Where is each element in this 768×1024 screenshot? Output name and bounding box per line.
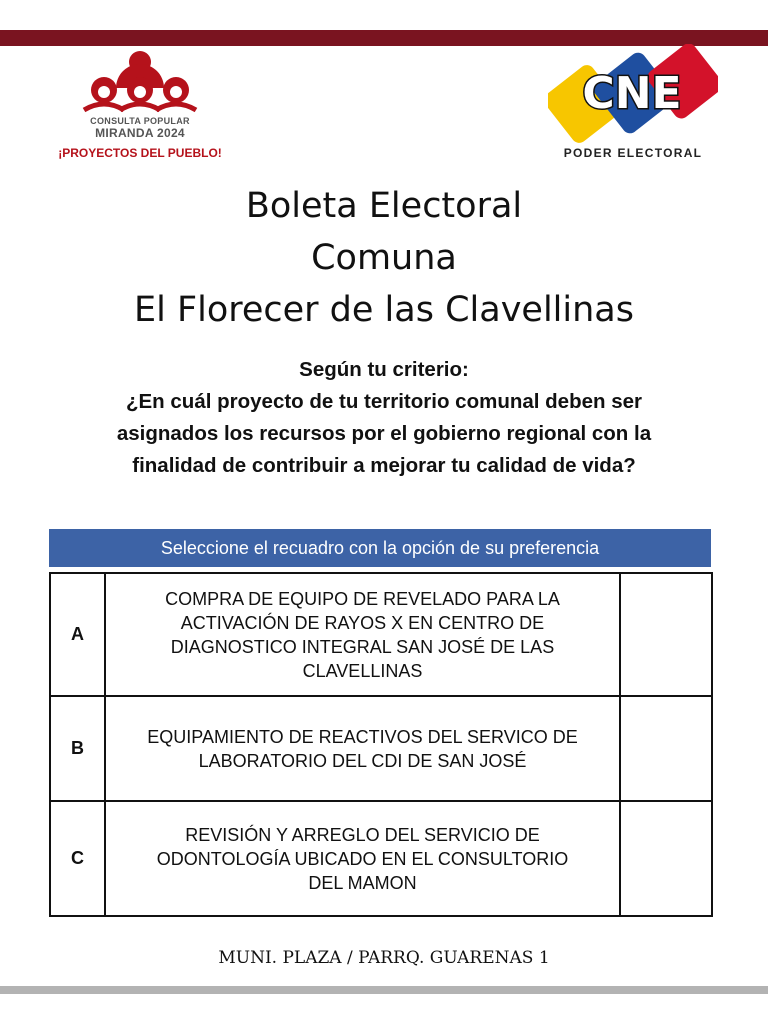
option-letter: C: [50, 801, 105, 916]
svg-text:CNE: CNE: [582, 68, 682, 119]
ballot-title: Boleta Electoral: [245, 186, 523, 226]
instruction-banner: Seleccione el recuadro con la opción de su preferencia: [49, 529, 711, 567]
cne-logo-icon: [548, 44, 718, 144]
question-line: finalidad de contribuir a mejorar tu calidad de vida?: [132, 454, 636, 477]
option-b-vote-box[interactable]: [620, 696, 712, 801]
location-footer: MUNI. PLAZA / PARRQ. GUARENAS 1: [218, 948, 550, 968]
logo-line-1: CONSULTA POPULAR: [90, 116, 190, 126]
option-line: ODONTOLOGÍA UBICADO EN EL CONSULTORIO: [156, 848, 569, 869]
option-line: DEL MAMON: [308, 872, 417, 893]
consulta-popular-logo: [40, 48, 240, 168]
option-c-vote-box[interactable]: [620, 801, 712, 916]
option-letter: B: [50, 696, 105, 801]
question-line: ¿En cuál proyecto de tu territorio comunal deben ser: [125, 390, 642, 413]
option-line: REVISIÓN Y ARREGLO DEL SERVICIO DE: [185, 824, 540, 845]
ballot-question: [60, 354, 708, 482]
option-row-c: [50, 801, 712, 916]
commune-label: Comuna: [311, 238, 457, 278]
consulta-popular-people-icon: [76, 48, 204, 116]
option-line: EQUIPAMIENTO DE REACTIVOS DEL SERVICO DE: [147, 726, 578, 747]
logo-slogan: ¡PROYECTOS DEL PUEBLO!: [58, 146, 222, 160]
option-description: [105, 801, 620, 916]
option-row-a: [50, 573, 712, 696]
option-letter: A: [50, 573, 105, 696]
option-line: COMPRA DE EQUIPO DE REVELADO PARA LA: [165, 588, 560, 609]
option-line: LABORATORIO DEL CDI DE SAN JOSÉ: [198, 750, 527, 771]
option-a-vote-box[interactable]: [620, 573, 712, 696]
question-lead: Según tu criterio:: [299, 358, 469, 381]
option-row-b: [50, 696, 712, 801]
poder-electoral-label: PODER ELECTORAL: [563, 146, 703, 160]
option-description: [105, 696, 620, 801]
option-line: ACTIVACIÓN DE RAYOS X EN CENTRO DE: [180, 612, 545, 633]
bottom-border-bar: [0, 986, 768, 994]
logo-line-2: MIRANDA 2024: [95, 126, 185, 140]
options-table: [49, 572, 713, 917]
question-line: asignados los recursos por el gobierno regional con la: [116, 422, 652, 445]
option-line: CLAVELLINAS: [302, 660, 423, 681]
option-line: DIAGNOSTICO INTEGRAL SAN JOSÉ DE LAS: [170, 636, 555, 657]
commune-name: El Florecer de las Clavellinas: [134, 290, 634, 330]
option-description: [105, 573, 620, 696]
cne-logo: [548, 44, 718, 164]
